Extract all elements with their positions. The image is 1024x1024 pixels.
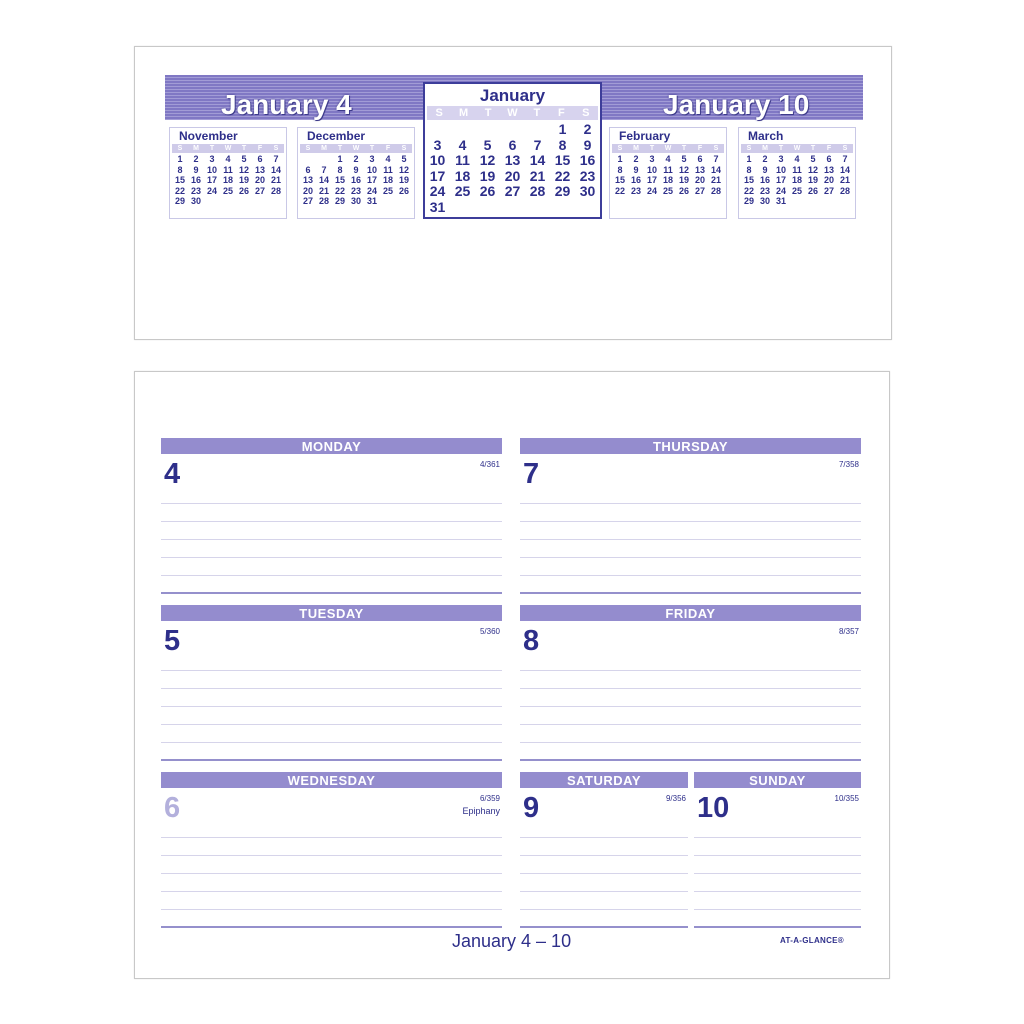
calendar-day: 7: [842, 154, 848, 164]
writing-line: [520, 670, 861, 671]
day-of-year: 5/360: [479, 627, 500, 636]
writing-line: [694, 855, 861, 856]
day-block-friday: [520, 605, 861, 762]
writing-line: [161, 539, 502, 540]
day-header: TUESDAY: [161, 605, 502, 621]
day-block-sunday: [694, 772, 861, 929]
calendar-day: 14: [839, 164, 850, 175]
calendar-day: 1: [337, 154, 343, 164]
writing-line: [520, 688, 861, 689]
calendar-day: 14: [529, 152, 546, 169]
calendar-day: 27: [823, 185, 834, 196]
calendar-day: 21: [710, 175, 721, 185]
day-number: 5: [164, 625, 181, 657]
writing-line: [161, 742, 502, 743]
weekday-letter: W: [352, 145, 360, 152]
calendar-day: 1: [746, 154, 752, 164]
day-of-year: 7/358: [838, 460, 859, 469]
calendar-day: 22: [554, 167, 571, 184]
day-grid: [172, 154, 284, 207]
calendar-day: 31: [366, 196, 377, 206]
weekday-letter: F: [385, 145, 391, 152]
calendar-day: 4: [458, 136, 467, 153]
calendar-day: 11: [663, 164, 673, 175]
calendar-day: 26: [398, 185, 409, 196]
day-number: 6: [164, 792, 181, 824]
calendar-day: 10: [646, 164, 657, 175]
calendar-day: 26: [807, 185, 818, 196]
calendar-day: 7: [273, 154, 279, 164]
calendar-day: 22: [743, 185, 754, 196]
weekday-letter: W: [793, 145, 801, 152]
calendar-day: 25: [222, 185, 233, 196]
writing-line: [520, 837, 688, 838]
weekday-letter: S: [177, 145, 183, 152]
calendar-day: 7: [321, 164, 327, 175]
calendar-day: 12: [678, 164, 689, 175]
writing-line: [161, 706, 502, 707]
day-grid: [300, 154, 412, 207]
calendar-day: 16: [579, 152, 596, 169]
calendar-day: 7: [533, 136, 542, 153]
calendar-day: 16: [190, 175, 201, 185]
calendar-day: 24: [366, 185, 377, 196]
week-start-date: January 4: [221, 89, 352, 120]
day-of-year: 6/359: [479, 794, 500, 803]
calendar-day: 17: [775, 175, 786, 185]
calendar-day: 24: [775, 185, 786, 196]
calendar-day: 12: [807, 164, 818, 175]
weekday-header: [741, 144, 853, 153]
calendar-day: 25: [382, 185, 393, 196]
calendar-day: 13: [504, 152, 521, 169]
calendar-day: 30: [759, 196, 770, 206]
weekday-letter: T: [778, 145, 784, 152]
writing-line: [161, 873, 502, 874]
day-block-tuesday: [161, 605, 502, 762]
calendar-day: 11: [223, 164, 233, 175]
calendar-day: 8: [177, 164, 183, 175]
day-of-year: 9/356: [665, 794, 686, 803]
week-end-date: January 10: [663, 89, 810, 120]
weekday-letter: S: [713, 145, 719, 152]
calendar-day: 29: [554, 183, 571, 200]
calendar-day: 23: [350, 185, 361, 196]
calendar-day: 2: [633, 154, 639, 164]
calendar-day: 28: [318, 196, 329, 206]
calendar-day: 8: [617, 164, 623, 175]
weekday-letter: T: [649, 145, 655, 152]
calendar-day: 18: [222, 175, 233, 185]
day-number: 4: [164, 458, 181, 490]
calendar-day: 31: [775, 196, 786, 206]
weekday-letter: T: [209, 145, 215, 152]
weekday-letter: M: [459, 107, 469, 119]
writing-line: [161, 724, 502, 725]
calendar-day: 14: [710, 164, 721, 175]
writing-line: [520, 503, 861, 504]
calendar-day: 2: [583, 121, 592, 137]
calendar-day: 10: [429, 152, 446, 169]
day-header: MONDAY: [161, 438, 502, 454]
day-of-year: 8/357: [838, 627, 859, 636]
calendar-day: 21: [529, 167, 546, 184]
weekday-letter: T: [337, 145, 343, 152]
day-block-saturday: [520, 772, 688, 929]
writing-line: [520, 873, 688, 874]
writing-line: [520, 557, 861, 558]
calendar-day: 21: [839, 175, 850, 185]
calendar-day: 2: [353, 154, 359, 164]
block-bottom-rule: [161, 592, 502, 594]
weekday-letter: M: [633, 145, 639, 152]
empty-cell: [525, 122, 550, 138]
calendar-day: 4: [665, 154, 671, 164]
calendar-day: 9: [762, 164, 768, 175]
weekday-letter: F: [257, 145, 263, 152]
calendar-day: 1: [617, 154, 623, 164]
day-number: 8: [523, 625, 540, 657]
day-number: 9: [523, 792, 540, 824]
calendar-day: 12: [398, 164, 409, 175]
writing-line: [520, 742, 861, 743]
calendar-day: 31: [429, 198, 446, 215]
day-grid: [612, 154, 724, 196]
weekday-letter: F: [697, 145, 703, 152]
calendar-day: 22: [174, 185, 185, 196]
writing-line: [161, 891, 502, 892]
day-block-monday: [161, 438, 502, 595]
calendar-day: 28: [839, 185, 850, 196]
calendar-day: 3: [778, 154, 784, 164]
block-bottom-rule: [520, 926, 688, 928]
calendar-day: 17: [206, 175, 217, 185]
mini-calendar-february: [609, 127, 727, 219]
empty-cell: [475, 122, 500, 138]
block-bottom-rule: [694, 926, 861, 928]
calendar-day: 16: [759, 175, 770, 185]
calendar-day: 18: [662, 175, 673, 185]
calendar-day: 6: [508, 136, 517, 153]
block-bottom-rule: [520, 759, 861, 761]
calendar-day: 18: [791, 175, 802, 185]
weekday-letter: S: [305, 145, 311, 152]
weekday-letter: T: [241, 145, 247, 152]
calendar-day: 28: [270, 185, 281, 196]
calendar-day: 26: [678, 185, 689, 196]
calendar-day: 20: [254, 175, 265, 185]
calendar-day: 16: [350, 175, 361, 185]
mini-calendar-november: [169, 127, 287, 219]
weekday-letter: S: [582, 107, 590, 119]
weekday-letter: S: [842, 145, 848, 152]
day-of-year: 10/355: [834, 794, 859, 803]
mini-calendar-december: [297, 127, 415, 219]
day-header: FRIDAY: [520, 605, 861, 621]
calendar-day: 13: [823, 164, 834, 175]
weekday-letter: S: [435, 107, 443, 119]
calendar-day: 17: [366, 175, 377, 185]
calendar-day: 2: [762, 154, 768, 164]
writing-line: [161, 855, 502, 856]
calendar-day: 9: [353, 164, 359, 175]
calendar-day: 5: [241, 154, 247, 164]
calendar-day: 3: [369, 154, 375, 164]
calendar-day: 12: [479, 152, 496, 169]
day-header: SUNDAY: [694, 772, 861, 788]
weekday-letter: T: [533, 107, 541, 119]
writing-line: [161, 521, 502, 522]
month-name: March: [748, 129, 784, 143]
weekday-header: [172, 144, 284, 153]
calendar-day: 19: [238, 175, 249, 185]
calendar-day: 15: [743, 175, 754, 185]
block-bottom-rule: [520, 592, 861, 594]
calendar-day: 19: [398, 175, 409, 185]
calendar-day: 10: [366, 164, 377, 175]
writing-line: [520, 909, 688, 910]
weekday-letter: W: [664, 145, 672, 152]
calendar-day: 13: [254, 164, 265, 175]
calendar-day: 27: [504, 183, 521, 200]
current-month-calendar: [423, 82, 602, 219]
calendar-day: 14: [270, 164, 281, 175]
calendar-day: 15: [614, 175, 625, 185]
calendar-day: 10: [206, 164, 217, 175]
weekday-letter: W: [507, 107, 518, 119]
day-header: THURSDAY: [520, 438, 861, 454]
calendar-day: 1: [558, 121, 567, 137]
weekday-letter: W: [224, 145, 232, 152]
block-bottom-rule: [161, 926, 502, 928]
calendar-day: 23: [630, 185, 641, 196]
calendar-day: 17: [646, 175, 657, 185]
calendar-day: 21: [270, 175, 281, 185]
weekday-letter: M: [193, 145, 199, 152]
calendar-day: 30: [579, 183, 596, 200]
writing-line: [161, 503, 502, 504]
calendar-day: 16: [630, 175, 641, 185]
calendar-day: 25: [454, 183, 471, 200]
holiday-note: Epiphany: [462, 806, 500, 816]
calendar-day: 8: [558, 136, 567, 153]
writing-line: [694, 909, 861, 910]
calendar-day: 5: [810, 154, 816, 164]
writing-line: [520, 539, 861, 540]
calendar-day: 15: [554, 152, 571, 169]
day-number: 10: [697, 792, 730, 824]
calendar-day: 19: [678, 175, 689, 185]
calendar-day: 20: [823, 175, 834, 185]
weekday-letter: T: [484, 107, 492, 119]
day-number: 7: [523, 458, 540, 490]
empty-cell: [316, 154, 332, 165]
calendar-day: 30: [350, 196, 361, 206]
calendar-day: 18: [382, 175, 393, 185]
day-block-wednesday: [161, 772, 502, 929]
calendar-day: 7: [713, 154, 719, 164]
calendar-day: 21: [318, 185, 329, 196]
weekday-letter: T: [681, 145, 687, 152]
calendar-day: 15: [174, 175, 185, 185]
calendar-day: 12: [238, 164, 249, 175]
calendar-day: 11: [455, 152, 470, 169]
calendar-day: 14: [318, 175, 329, 185]
calendar-day: 26: [238, 185, 249, 196]
calendar-day: 26: [479, 183, 496, 200]
calendar-day: 9: [633, 164, 639, 175]
writing-line: [694, 873, 861, 874]
calendar-day: 28: [529, 183, 546, 200]
writing-line: [520, 855, 688, 856]
calendar-day: 11: [792, 164, 802, 175]
calendar-day: 23: [190, 185, 201, 196]
calendar-day: 22: [334, 185, 345, 196]
writing-line: [520, 706, 861, 707]
weekday-header: [300, 144, 412, 153]
calendar-day: 24: [429, 183, 446, 200]
writing-line: [520, 521, 861, 522]
calendar-day: 3: [649, 154, 655, 164]
calendar-day: 9: [193, 164, 199, 175]
calendar-day: 1: [177, 154, 183, 164]
calendar-day: 4: [794, 154, 800, 164]
weekday-letter: M: [321, 145, 327, 152]
weekday-letter: F: [826, 145, 832, 152]
calendar-day: 24: [206, 185, 217, 196]
writing-line: [520, 724, 861, 725]
calendar-day: 20: [504, 167, 521, 184]
calendar-day: 27: [694, 185, 705, 196]
calendar-day: 10: [775, 164, 786, 175]
calendar-day: 18: [454, 167, 471, 184]
calendar-day: 20: [694, 175, 705, 185]
calendar-day: 6: [697, 154, 703, 164]
calendar-day: 3: [209, 154, 215, 164]
weekday-letter: F: [557, 107, 565, 119]
weekday-header: [612, 144, 724, 153]
calendar-day: 27: [302, 196, 313, 206]
writing-line: [520, 575, 861, 576]
weekday-letter: S: [273, 145, 279, 152]
weekday-letter: M: [762, 145, 768, 152]
calendar-day: 15: [334, 175, 345, 185]
calendar-day: 19: [807, 175, 818, 185]
calendar-day: 23: [759, 185, 770, 196]
month-name: January: [479, 86, 546, 105]
calendar-day: 27: [254, 185, 265, 196]
calendar-day: 8: [337, 164, 343, 175]
calendar-day: 30: [190, 196, 201, 206]
calendar-day: 29: [743, 196, 754, 206]
calendar-day: 2: [193, 154, 199, 164]
weekday-letter: S: [617, 145, 623, 152]
block-bottom-rule: [161, 759, 502, 761]
calendar-day: 29: [174, 196, 185, 206]
day-grid: [741, 154, 853, 207]
calendar-day: 13: [694, 164, 705, 175]
calendar-day: 13: [302, 175, 313, 185]
month-overview-panel: [134, 46, 892, 340]
calendar-day: 23: [579, 167, 596, 184]
calendar-day: 20: [302, 185, 313, 196]
month-name: February: [619, 129, 671, 143]
calendar-day: 28: [710, 185, 721, 196]
calendar-day: 29: [334, 196, 345, 206]
writing-line: [161, 557, 502, 558]
calendar-day: 25: [662, 185, 673, 196]
writing-line: [161, 670, 502, 671]
writing-line: [694, 891, 861, 892]
day-block-thursday: [520, 438, 861, 595]
empty-cell: [450, 122, 475, 138]
empty-cell: [300, 154, 316, 165]
calendar-day: 24: [646, 185, 657, 196]
day-of-year: 4/361: [479, 460, 500, 469]
calendar-day: 3: [433, 136, 442, 153]
day-grid: [425, 122, 600, 216]
calendar-day: 19: [479, 167, 496, 184]
writing-line: [694, 837, 861, 838]
calendar-day: 5: [681, 154, 687, 164]
writing-line: [161, 688, 502, 689]
calendar-day: 6: [305, 164, 311, 175]
calendar-day: 11: [383, 164, 393, 175]
weekday-letter: S: [746, 145, 752, 152]
empty-cell: [425, 122, 450, 138]
weekday-letter: S: [401, 145, 407, 152]
writing-line: [161, 837, 502, 838]
month-name: November: [179, 129, 238, 143]
month-name: December: [307, 129, 366, 143]
writing-line: [520, 891, 688, 892]
writing-line: [161, 575, 502, 576]
writing-line: [161, 909, 502, 910]
calendar-day: 6: [257, 154, 263, 164]
calendar-day: 9: [583, 136, 592, 153]
calendar-day: 4: [385, 154, 391, 164]
calendar-day: 4: [225, 154, 231, 164]
calendar-day: 5: [401, 154, 407, 164]
empty-cell: [500, 122, 525, 138]
day-header: WEDNESDAY: [161, 772, 502, 788]
weekday-letter: T: [369, 145, 375, 152]
calendar-day: 17: [429, 167, 446, 184]
day-header: SATURDAY: [520, 772, 688, 788]
calendar-day: 25: [791, 185, 802, 196]
week-range-footer: January 4 – 10: [452, 931, 572, 951]
calendar-day: 5: [483, 136, 492, 153]
weekday-header: [427, 106, 598, 120]
mini-calendar-march: [738, 127, 856, 219]
calendar-day: 6: [826, 154, 832, 164]
calendar-day: 22: [614, 185, 625, 196]
brand-logo: AT-A-GLANCE®: [780, 936, 845, 945]
weekday-letter: T: [810, 145, 816, 152]
calendar-day: 8: [746, 164, 752, 175]
